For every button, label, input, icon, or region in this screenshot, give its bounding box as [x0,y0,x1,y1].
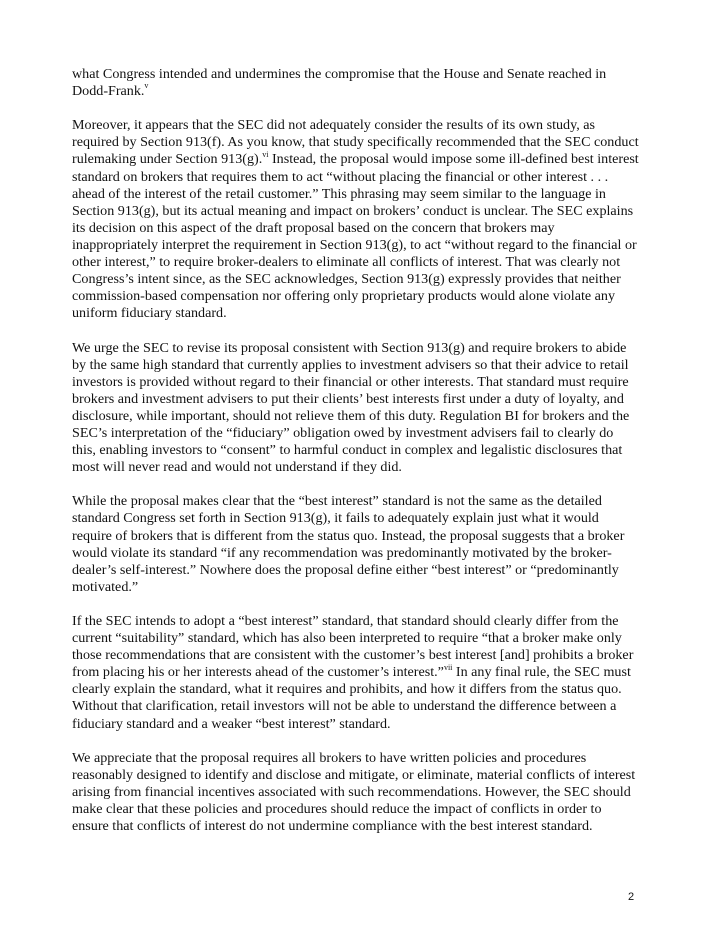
footnote-marker: v [144,81,149,91]
paragraph-6 [72,750,640,835]
paragraph-text: Instead, the proposal would impose some ill-defined best interest standard on brokers that requires them to act “without placing the financial or other interest . . . ahead of the interest of the retail customer.” This phrasing may seem similar to the language in Section 913(g), but its actual meaning and impact on brokers’ conduct is unclear. The SEC explains its decision on this aspect of the draft proposal based on the concern that brokers may inappropriately interpret the requirement in Section 913(g), to act “without regard to the financial or other interest,” to require broker-dealers to eliminate all conflicts of interest. That was clearly not Congress’s intent since, as the SEC acknowledges, Section 913(g) expressly provides that neither commission-based compensation nor offering only proprietary products would alone violate any uniform fiduciary standard. [72,151,639,322]
body-text [72,66,640,852]
paragraph-1 [72,66,640,100]
paragraph-4 [72,493,640,596]
paragraph-text: We urge the SEC to revise its proposal consistent with Section 913(g) and require brokers to abide by the same high standard that currently applies to investment advisers so that their advice to retail investors is provided without regard to their financial or other interests. That standard must require brokers and investment advisers to put their clients’ best interests first under a duty of loyalty, and disclosure, while important, should not relieve them of this duty. Regulation BI for brokers and the SEC’s interpretation of the “fiduciary” obligation owed by investment advisers fail to clearly do this, enabling investors to “consent” to harmful conduct in complex and legalistic disclosures that most will never read and would not understand if they did. [72,339,630,476]
paragraph-text: We appreciate that the proposal requires all brokers to have written policies and procedures reasonably designed to identify and disclose and mitigate, or eliminate, material conflicts of interest arising from financial incentives associated with such recommendations. However, the SEC should make clear that these policies and procedures should reduce the impact of conflicts in order to ensure that conflicts of interest do not undermine compliance with the best interest standard. [72,749,636,835]
paragraph-text: Moreover, it appears that the SEC did not adequately consider the results of its own study, as required by Section 913(f). As you know, that study specifically recommended that the SEC conduct rulemaking under Section 913(g). [72,117,639,168]
page-number: 2 [628,891,635,903]
paragraph-3 [72,340,640,477]
paragraph-text: While the proposal makes clear that the “best interest” standard is not the same as the detailed standard Congress set forth in Section 913(g), it fails to adequately explain just what it would require of brokers that is different from the status quo. Instead, the proposal suggests that a broker would violate its standard “if any recommendation was predominantly motivated by the broker-dealer’s self-interest.” Nowhere does the proposal define either “best interest” or “predominantly motivated.” [72,493,625,595]
paragraph-text: what Congress intended and undermines the compromise that the House and Senate reached in Dodd-Frank. [72,66,607,100]
paragraph-text: In any final rule, the SEC must clearly explain the standard, what it requires and prohibits, and how it differs from the status quo. Without that clarification, retail investors will not be able to understand the difference between a fiduciary standard and a weaker “best interest” standard. [72,664,631,732]
paragraph-2 [72,117,640,322]
paragraph-text: If the SEC intends to adopt a “best interest” standard, that standard should clearly differ from the current “suitability” standard, which has also been interpreted to require “that a broker make only those recommendations that are consistent with the customer’s best interest [and] prohibits a broker from placing his or her interests ahead of the customer’s interest.” [72,613,634,681]
footnote-marker: vi [262,149,269,159]
footnote-marker: vii [443,662,453,672]
paragraph-5 [72,613,640,733]
